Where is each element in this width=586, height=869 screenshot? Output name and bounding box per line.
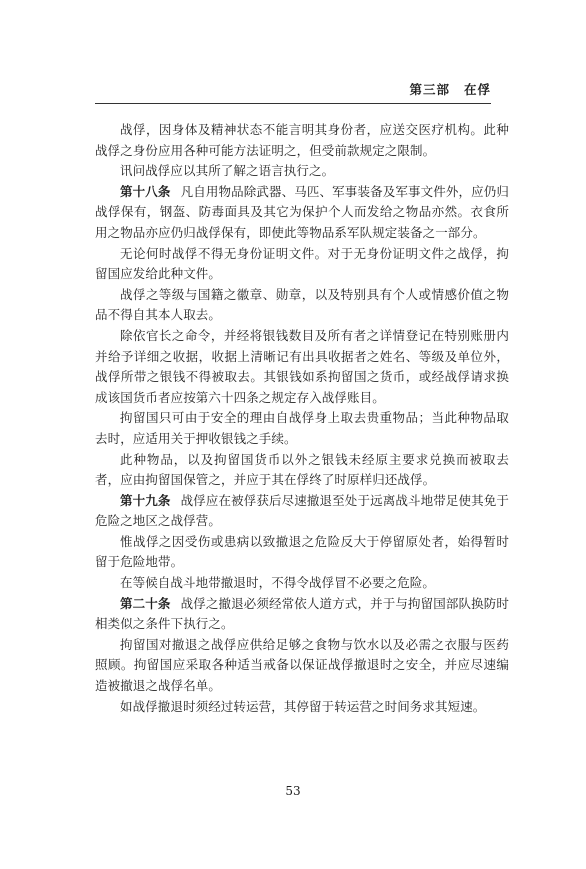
part-label: 第三部 [409, 82, 450, 97]
paragraph-text: 战俘，因身体及精神状态不能言明其身份者，应送交医疗机构。此种战俘之身份应用各种可能方法证明之，但受前款规定之限制。 [95, 122, 509, 158]
paragraph [95, 326, 509, 408]
paragraph [95, 408, 509, 449]
paragraph-text: 无论何时战俘不得无身份证明文件。对于无身份证明文件之战俘，拘留国应发给此种文件。 [95, 245, 509, 282]
part-title: 在俘 [463, 82, 491, 97]
paragraph-text: 拘留国只可由于安全的理由自战俘身上取去贵重物品；当此种物品取去时，应适用关于押收银钱之手续。 [95, 410, 509, 446]
paragraph [95, 594, 509, 635]
paragraph-text: 除依官长之命令，并经将银钱数目及所有者之详情登记在特别账册内并给予详细之收据，收据上清晰记有出具收据者之姓名、等级及单位外，战俘所带之银钱不得被取去。其银钱如系拘留国之货币，或经战俘请求换成该国货币者应按第六十四条之规定存入战俘账目。 [95, 327, 509, 405]
paragraph-text: 在等候自战斗地带撤退时，不得令战俘冒不必要之危险。 [120, 575, 436, 591]
paragraph [95, 491, 509, 532]
paragraph [95, 697, 509, 718]
paragraph-text: 战俘之等级与国籍之徽章、勋章，以及特别具有个人或情感价值之物品不得自其本人取去。 [95, 286, 509, 323]
paragraph-text: 战俘应在被俘获后尽速撤退至处于远离战斗地带足使其免于危险之地区之战俘营。 [95, 492, 510, 529]
page-number: 53 [285, 784, 301, 798]
paragraph [95, 450, 509, 491]
paragraph [95, 635, 509, 697]
paragraph [95, 182, 509, 244]
article-number: 第十八条 [120, 183, 171, 199]
paragraph-text: 战俘之撤退必须经常依人道方式，并于与拘留国部队换防时相类似之条件下执行之。 [95, 595, 510, 632]
paragraph [95, 532, 509, 573]
paragraph-text: 此种物品，以及拘留国货币以外之银钱未经原主要求兑换而被取去者，应由拘留国保管之，并应于其在俘终了时原样归还战俘。 [95, 451, 509, 488]
paragraph-text: 惟战俘之因受伤或患病以致撤退之危险反大于停留原处者，始得暂时留于危险地带。 [95, 533, 509, 570]
paragraph [95, 285, 509, 326]
paragraph [95, 244, 509, 285]
paragraph-text: 如战俘撤退时须经过转运营，其停留于转运营之时间务求其短速。 [120, 698, 486, 714]
paragraph [95, 161, 509, 182]
article-number: 第十九条 [120, 492, 171, 508]
paragraph-text: 讯问战俘应以其所了解之语言执行之。 [120, 163, 335, 179]
article-number: 第二十条 [120, 595, 171, 611]
page-body [95, 120, 509, 717]
paragraph-text: 拘留国对撤退之战俘应供给足够之食物与饮水以及必需之衣服与医药照顾。拘留国应采取各种适当戒备以保证战俘撤退时之安全，并应尽速编造被撤退之战俘名单。 [95, 636, 509, 694]
paragraph [95, 120, 509, 161]
running-header [95, 80, 491, 98]
paragraph [95, 573, 509, 594]
header-rule [95, 103, 491, 104]
paragraph-text: 凡自用物品除武器、马匹、军事装备及军事文件外，应仍归战俘保有，钢盔、防毒面具及其它为保护个人而发给之物品亦然。衣食所用之物品亦应仍归战俘保有，即使此等物品系军队规定装备之一部分。 [95, 183, 510, 240]
